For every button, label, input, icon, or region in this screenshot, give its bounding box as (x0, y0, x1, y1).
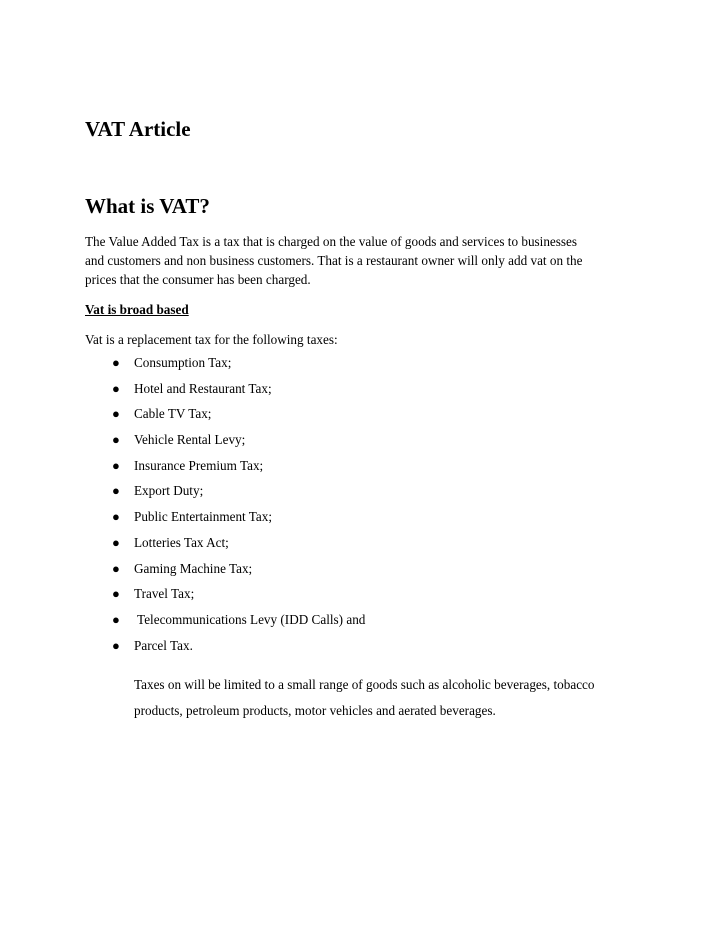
list-item-text: Parcel Tax. (134, 637, 193, 653)
list-item-text: Hotel and Restaurant Tax; (134, 380, 272, 396)
bullet-icon: ● (112, 509, 120, 525)
list-item (0, 507, 728, 533)
list-item-text: Export Duty; (134, 483, 204, 499)
document-title: VAT Article (85, 117, 191, 141)
intro-line: prices that the consumer has been charged. (85, 272, 311, 287)
list-item (0, 430, 728, 456)
list-item (0, 533, 728, 559)
subheading: Vat is broad based (85, 302, 189, 317)
list-item-text: Gaming Machine Tax; (134, 560, 253, 576)
list-item-text: Lotteries Tax Act; (134, 534, 229, 550)
list-item (0, 353, 728, 379)
list-item (0, 610, 728, 636)
bullet-icon: ● (112, 611, 120, 627)
list-item-text: Public Entertainment Tax; (134, 509, 273, 525)
list-item (0, 379, 728, 405)
list-item-text: Vehicle Rental Levy; (134, 432, 246, 448)
closing-line: Taxes on will be limited to a small range of goods such as alcoholic beverages, tobacco (134, 677, 595, 692)
intro-line: and customers and non business customers. That is a restaurant owner will only add vat on the (85, 253, 583, 268)
bullet-icon: ● (112, 560, 120, 576)
closing-paragraph (134, 672, 694, 724)
list-intro: Vat is a replacement tax for the following taxes: (85, 332, 338, 347)
closing-line: products, petroleum products, motor vehicles and aerated beverages. (134, 703, 496, 718)
list-item (0, 559, 728, 585)
tax-list (0, 353, 728, 661)
list-item-text: Telecommunications Levy (IDD Calls) and (134, 611, 366, 627)
list-item-text: Travel Tax; (134, 586, 195, 602)
list-item-text: Cable TV Tax; (134, 406, 212, 422)
bullet-icon: ● (112, 406, 120, 422)
bullet-icon: ● (112, 586, 120, 602)
list-item-text: Consumption Tax; (134, 355, 232, 370)
bullet-icon: ● (112, 457, 120, 473)
intro-line: The Value Added Tax is a tax that is charged on the value of goods and services to businesses (85, 234, 578, 249)
bullet-icon: ● (112, 380, 120, 396)
list-item-text: Insurance Premium Tax; (134, 457, 264, 473)
bullet-icon: ● (112, 483, 120, 499)
list-item (0, 481, 728, 507)
bullet-icon: ● (112, 534, 120, 550)
list-item (0, 404, 728, 430)
bullet-icon: ● (112, 432, 120, 448)
bullet-icon: ● (112, 637, 120, 653)
section-heading: What is VAT? (85, 194, 210, 218)
list-item (0, 456, 728, 482)
bullet-icon: ● (112, 355, 120, 370)
intro-paragraph (85, 232, 645, 289)
list-item (0, 584, 728, 610)
list-item (0, 636, 728, 662)
